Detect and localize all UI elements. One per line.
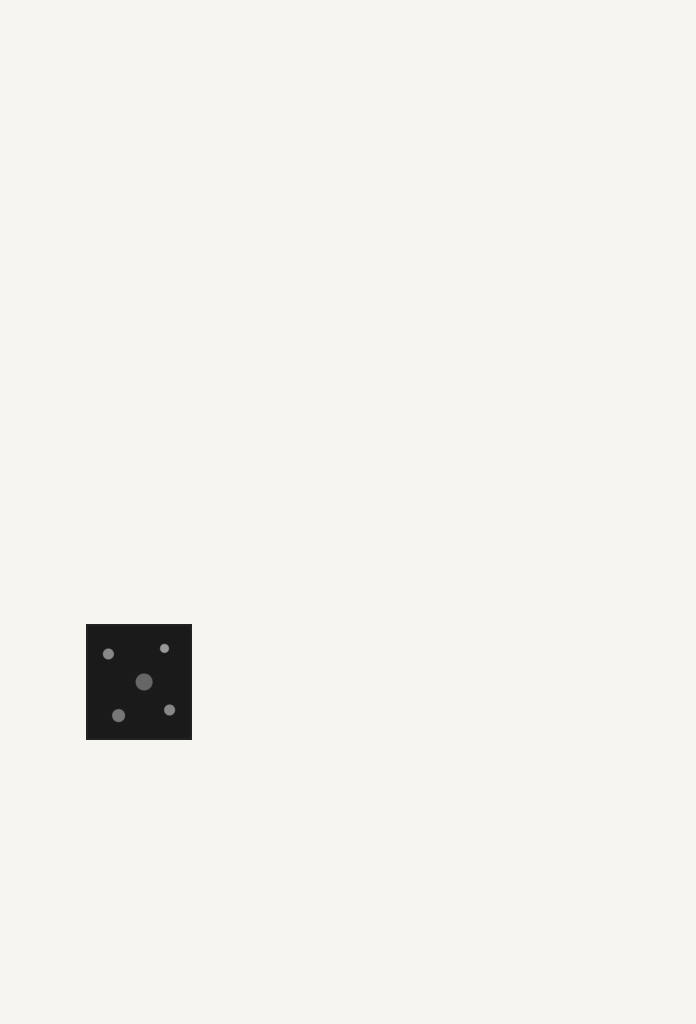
dropcap-ornament [88, 626, 190, 738]
ornamental-dropcap [86, 624, 192, 740]
